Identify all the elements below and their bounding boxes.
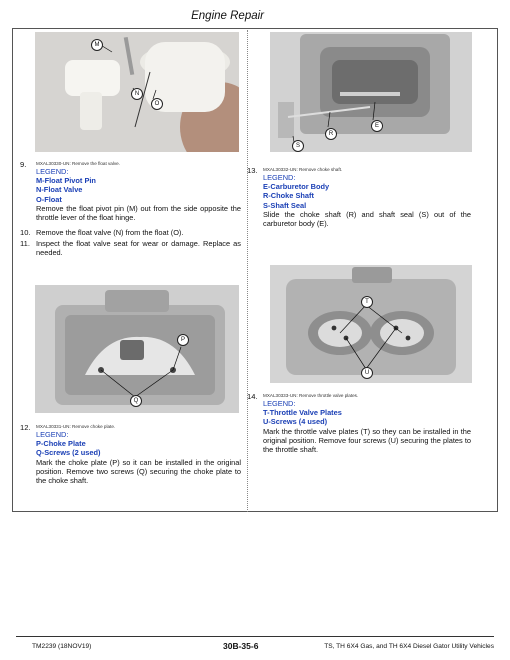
photo-choke-shaft-image xyxy=(270,32,472,152)
callout-p: P xyxy=(177,334,189,346)
step-number: 10. xyxy=(20,228,31,237)
footer-page-number: 30B-35-6 xyxy=(223,641,259,651)
legend-item: R-Choke Shaft xyxy=(263,191,314,201)
legend-item: P-Choke Plate xyxy=(36,439,86,449)
page-header xyxy=(16,6,494,29)
legend-item: O-Float xyxy=(36,194,62,204)
step-number: 11. xyxy=(20,239,30,248)
callout-n: N xyxy=(131,88,143,100)
callout-u: U xyxy=(361,367,373,379)
step-number: 9. xyxy=(20,160,27,169)
photo-choke-shaft xyxy=(270,32,472,152)
callout-o: O xyxy=(151,98,163,110)
step-text: Remove the float pivot pin (M) out from the side opposite the throttle lever of the float hinge. xyxy=(36,203,241,223)
step-number: 13. xyxy=(247,166,258,175)
step-number: 12. xyxy=(20,423,31,432)
legend-heading: LEGEND: xyxy=(263,173,296,182)
step-12 xyxy=(20,423,242,487)
step-text: Inspect the float valve seat for wear or damage. Replace as needed. xyxy=(36,239,241,258)
step-text: Mark the choke plate (P) so it can be installed in the original position. Remove two screws (Q) securing the choke plate to the choke shaft. xyxy=(36,457,241,486)
step-13 xyxy=(247,166,472,228)
callout-m: M xyxy=(91,39,103,51)
step-text: Slide the choke shaft (R) and shaft seal (S) out of the carburetor body (E). xyxy=(263,209,471,229)
legend-item: M-Float Pivot Pin xyxy=(36,176,96,186)
step-10 xyxy=(20,228,242,238)
legend-item: E-Carburetor Body xyxy=(263,182,330,192)
figure-caption: MXAL30331-UN: Remove choke plate. xyxy=(36,424,116,429)
callout-e: E xyxy=(371,120,383,132)
page-footer xyxy=(16,636,494,657)
legend-heading: LEGEND: xyxy=(263,399,296,408)
legend-item: U-Screws (4 used) xyxy=(263,417,328,427)
photo-choke-plate-image xyxy=(35,285,239,413)
callout-s: S xyxy=(292,140,304,152)
legend-item: Q-Screws (2 used) xyxy=(36,448,101,458)
legend-heading: LEGEND: xyxy=(36,167,69,176)
photo-throttle-plates-image xyxy=(270,265,472,383)
photo-float-removal xyxy=(35,32,239,152)
callout-t: T xyxy=(361,296,373,308)
legend-item: N-Float Valve xyxy=(36,185,83,195)
step-number: 14. xyxy=(247,392,258,401)
footer-vehicle-models: TS, TH 6X4 Gas, and TH 6X4 Diesel Gator Utility Vehicles xyxy=(324,643,494,650)
legend-item: T-Throttle Valve Plates xyxy=(263,408,342,418)
header-title: Engine Repair xyxy=(191,10,264,22)
figure-caption: MXAL30330-UN: Remove the float valve. xyxy=(36,161,121,166)
figure-caption: MXAL30333-UN: Remove throttle valve plates. xyxy=(263,393,359,398)
legend-item: S-Shaft Seal xyxy=(263,200,307,210)
callout-q: Q xyxy=(130,395,142,407)
footer-doc-id: TM2239 (18NOV19) xyxy=(32,643,92,650)
photo-choke-plate xyxy=(35,285,239,413)
step-11 xyxy=(20,239,242,259)
step-text: Mark the throttle valve plates (T) so they can be installed in the original position. Remove four screws (U) securing the plates to the throttle shaft. xyxy=(263,426,471,455)
step-14 xyxy=(247,392,472,455)
photo-throttle-plates xyxy=(270,265,472,383)
legend-heading: LEGEND: xyxy=(36,430,69,439)
callout-r: R xyxy=(325,128,337,140)
step-text: Remove the float valve (N) from the float (O). xyxy=(36,228,184,237)
step-9 xyxy=(20,160,242,230)
figure-caption: MXAL30332-UN: Remove choke shaft. xyxy=(263,167,343,172)
